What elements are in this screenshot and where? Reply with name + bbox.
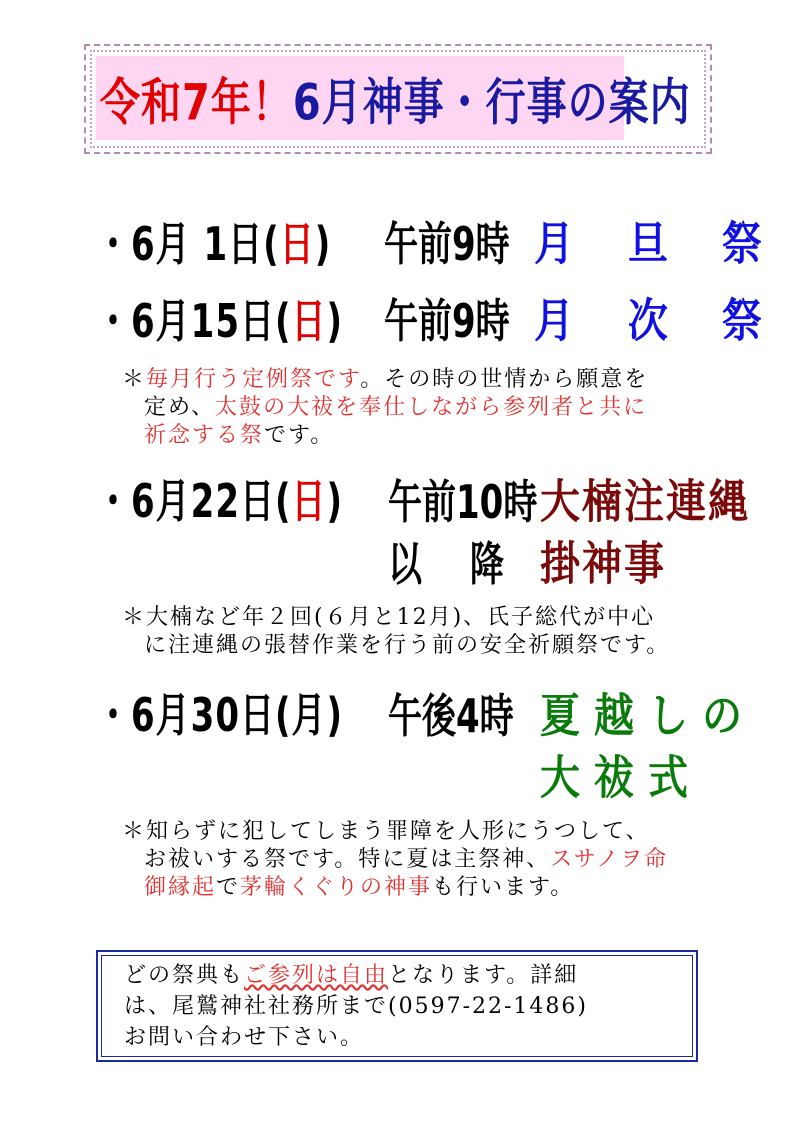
paren-open: ( (263, 217, 280, 272)
note-text: 定め、 (144, 395, 216, 420)
contact-text: となります。詳細 (388, 963, 579, 988)
event-date (96, 678, 343, 744)
event-row-3 (96, 462, 343, 532)
paren-open: ( (274, 294, 292, 349)
note-line: ＊知らずに犯してしまう罪障を人形にうつして、 (122, 819, 650, 844)
note-highlight: 茅輪くぐりの神事 (240, 875, 433, 900)
note-line (122, 422, 648, 450)
event-name-2: 掛神事 (540, 536, 666, 591)
page-title (100, 51, 691, 146)
contact-info (124, 960, 588, 1053)
event-date-text: ・6月22日 (96, 474, 275, 529)
event-time: 午前9時 (384, 295, 510, 350)
paren-open: ( (274, 474, 292, 529)
note-highlight: 御縁起 (144, 875, 217, 900)
note-line (122, 874, 668, 902)
contact-line: お問い合わせ下さい。 (124, 1025, 365, 1050)
event-date-text: ・6月 1日 (96, 217, 264, 272)
event-time: 午前9時 (384, 218, 510, 273)
paren-open: ( (274, 688, 292, 743)
event-date-text: ・6月30日 (96, 688, 275, 743)
note-shimenawa (122, 604, 670, 660)
note-text: も行います。 (432, 875, 575, 900)
event-date (96, 284, 343, 350)
note-line: に注連縄の張替作業を行う前の安全祈願祭です。 (144, 633, 671, 658)
event-name-2: 大祓式 (540, 750, 702, 805)
event-time: 午前10時 (388, 476, 538, 531)
note-highlight: 祈念する祭 (144, 423, 265, 448)
note-text: で (216, 875, 241, 900)
event-date (96, 207, 331, 273)
note-monthly-rites (122, 366, 648, 450)
note-text: です。 (264, 423, 335, 448)
paren-close: ) (326, 294, 344, 349)
event-name: 夏越しの (540, 688, 756, 743)
event-time: 午後4時 (388, 690, 514, 745)
event-weekday: 日 (291, 474, 327, 529)
event-row-2 (96, 282, 343, 352)
note-highlight: スサノヲ命 (550, 847, 669, 872)
note-line (122, 394, 648, 422)
title-main: 6月神事・行事の案内 (292, 73, 691, 132)
contact-line: は、尾鷲神社社務所まで(0597-22-1486) (124, 994, 589, 1019)
event-weekday: 日 (291, 294, 327, 349)
event-date-text: ・6月15日 (96, 294, 275, 349)
event-row-1 (96, 205, 331, 275)
event-weekday: 月 (291, 688, 327, 743)
note-highlight: 毎月行う定例祭です (146, 367, 361, 392)
note-highlight: 太鼓の大祓を奉仕しながら参列者と共に (215, 395, 648, 420)
note-line (122, 366, 648, 394)
contact-line (124, 960, 588, 991)
paren-close: ) (326, 474, 344, 529)
event-weekday: 日 (279, 217, 315, 272)
paren-close: ) (326, 688, 344, 743)
contact-highlight: ご参列は自由 (244, 963, 389, 988)
event-row-4 (96, 676, 343, 746)
note-line: ＊大楠など年２回(６月と12月)、氏子総代が中心 (122, 605, 656, 630)
event-name: 月 旦 祭 (534, 216, 782, 271)
event-name: 月 次 祭 (534, 293, 782, 348)
event-name: 大楠注連縄 (540, 474, 750, 529)
note-ooharae (122, 818, 668, 902)
note-bullet: ＊ (122, 367, 147, 392)
note-text: 。その時の世情から願意を (360, 367, 649, 392)
note-line (122, 846, 668, 874)
title-era: 令和7年！ (100, 73, 293, 132)
event-time-after: 以 降 (388, 538, 522, 593)
note-text: お祓いする祭です。特に夏は主祭神、 (144, 847, 551, 872)
paren-close: ) (314, 217, 332, 272)
event-date (96, 464, 343, 530)
contact-text: どの祭典も (124, 963, 245, 988)
